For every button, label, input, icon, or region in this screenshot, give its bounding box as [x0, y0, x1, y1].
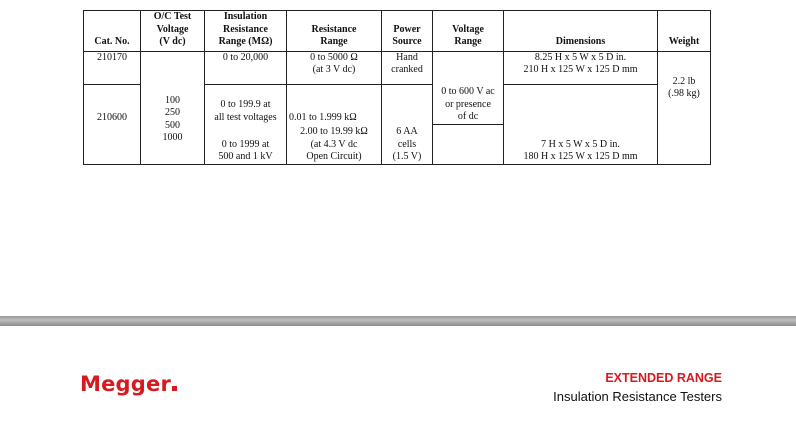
cell-resistance-210600-a: 0.01 to 1.999 kΩ: [287, 84, 382, 124]
header-cat-no: Cat. No.: [84, 11, 141, 52]
brand-name: Megger: [80, 372, 172, 396]
divider-band: [0, 316, 796, 326]
cell-dimensions-210170: 8.25 H x 5 W x 5 D in. 210 H x 125 W x 125 D mm: [504, 51, 658, 84]
header-row: [84, 11, 711, 52]
table-row: [84, 51, 711, 84]
header-dimensions: Dimensions: [504, 11, 658, 52]
cell-insulation-210600-a: 0 to 199.9 at all test voltages: [205, 84, 287, 124]
megger-logo: [80, 372, 177, 396]
cell-resistance-210170: 0 to 5000 Ω (at 3 V dc): [287, 51, 382, 84]
cell-weight: 2.2 lb (.98 kg): [658, 51, 711, 164]
cell-insulation-210170: 0 to 20,000: [205, 51, 287, 84]
cell-power-210170: Hand cranked: [382, 51, 433, 84]
footer-title: EXTENDED RANGE: [605, 371, 722, 385]
header-oc-test-voltage: O/C Test Voltage (V dc): [141, 11, 205, 52]
cell-voltage-range-empty: [433, 124, 504, 164]
cell-power-210600: 6 AA cells (1.5 V): [382, 84, 433, 164]
cell-oc-test-voltage: 100 250 500 1000: [141, 51, 205, 164]
cell-resistance-210600-b: 2.00 to 19.99 kΩ (at 4.3 V dc Open Circuit): [287, 124, 382, 164]
header-insulation-range: Insulation Resistance Range (MΩ): [205, 11, 287, 52]
cell-dimensions-210600: 7 H x 5 W x 5 D in. 180 H x 125 W x 125 D mm: [504, 84, 658, 164]
header-voltage-range: Voltage Range: [433, 11, 504, 52]
logo-dot-icon: [172, 386, 177, 391]
cell-cat-no-210170: 210170: [84, 51, 141, 84]
cell-insulation-210600-b: 0 to 1999 at 500 and 1 kV: [205, 124, 287, 164]
header-power-source: Power Source: [382, 11, 433, 52]
header-weight: Weight: [658, 11, 711, 52]
cell-voltage-range: 0 to 600 V ac or presence of dc: [433, 51, 504, 124]
spec-table: [83, 10, 711, 165]
cell-cat-no-210600: 210600: [84, 84, 141, 164]
footer-subtitle: Insulation Resistance Testers: [553, 389, 722, 404]
header-resistance-range: Resistance Range: [287, 11, 382, 52]
